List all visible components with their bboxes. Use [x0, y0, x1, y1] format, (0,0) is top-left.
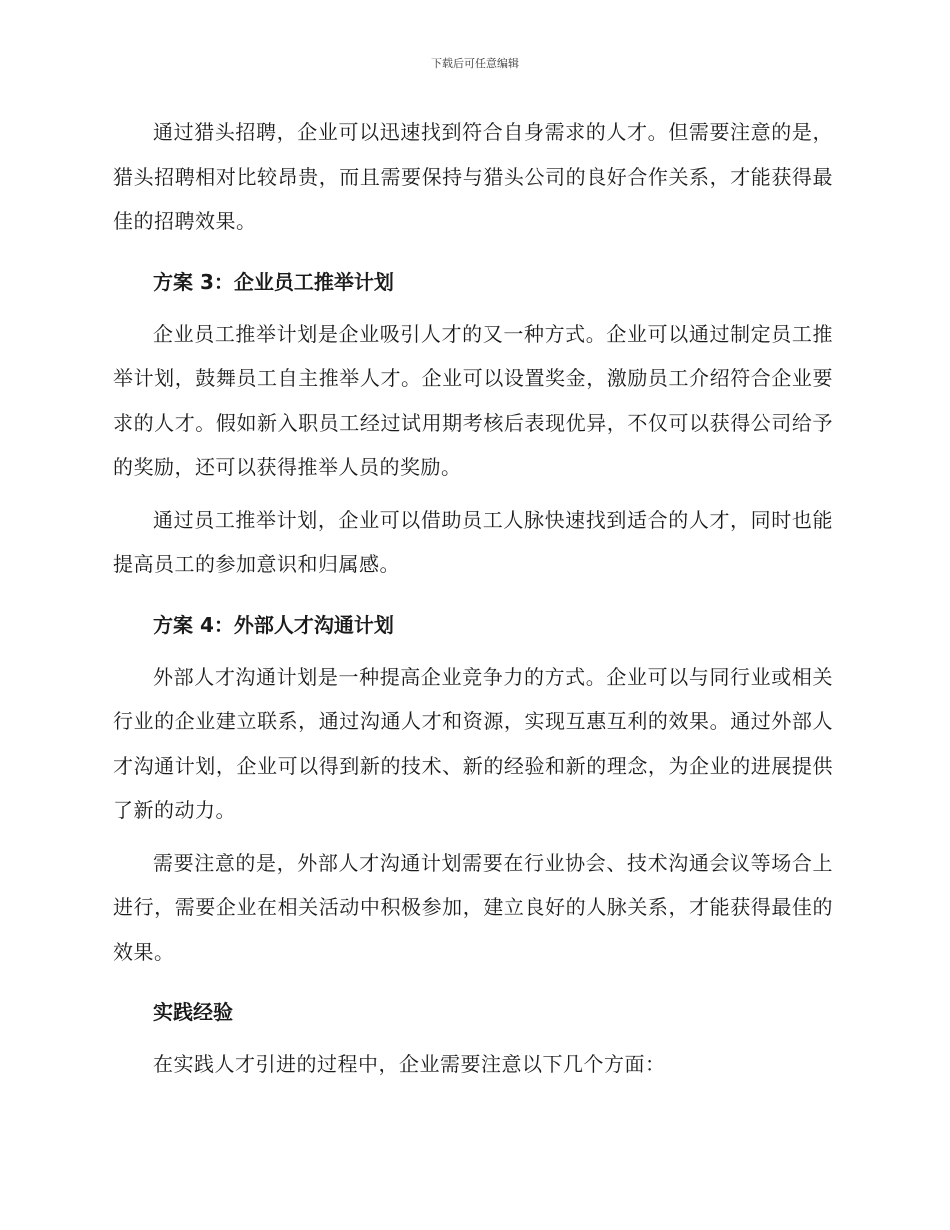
paragraph-external-exchange: 外部人才沟通计划是一种提高企业竞争力的方式。企业可以与同行业或相关行业的企业建立联系，通过沟通人才和资源，实现互惠互利的效果。通过外部人才沟通计划，企业可以得到新的技术、新的经验和新的理念，为企业的进展提供了新的动力。: [113, 664, 833, 822]
section-heading-plan-4: 方案 4：外部人才沟通计划: [153, 612, 394, 637]
document-body: [113, 110, 833, 1087]
section-heading-plan-3: 方案 3：企业员工推举计划: [153, 269, 394, 294]
paragraph-headhunting-summary: 通过猎头招聘，企业可以迅速找到符合自身需求的人才。但需要注意的是，猎头招聘相对比较昂贵，而且需要保持与猎头公司的良好合作关系，才能获得最佳的招聘效果。: [113, 120, 833, 233]
header-note: 下载后可任意编辑: [431, 57, 519, 70]
paragraph-referral-benefits: 通过员工推举计划，企业可以借助员工人脉快速找到适合的人才，同时也能提高员工的参加意识和归属感。: [113, 507, 833, 576]
paragraph-referral-plan: 企业员工推举计划是企业吸引人才的又一种方式。企业可以通过制定员工推举计划，鼓舞员工自主推举人才。企业可以设置奖金，激励员工介绍符合企业要求的人才。假如新入职员工经过试用期考核后表现优异，不仅可以获得公司给予的奖励，还可以获得推举人员的奖励。: [113, 321, 833, 479]
paragraph-practice-intro: 在实践人才引进的过程中，企业需要注意以下几个方面：: [153, 1052, 666, 1076]
section-heading-practice: 实践经验: [153, 1000, 233, 1024]
paragraph-external-notes: 需要注意的是，外部人才沟通计划需要在行业协会、技术沟通会议等场合上进行，需要企业在相关活动中积极参加，建立良好的人脉关系，才能获得最佳的效果。: [113, 850, 833, 964]
